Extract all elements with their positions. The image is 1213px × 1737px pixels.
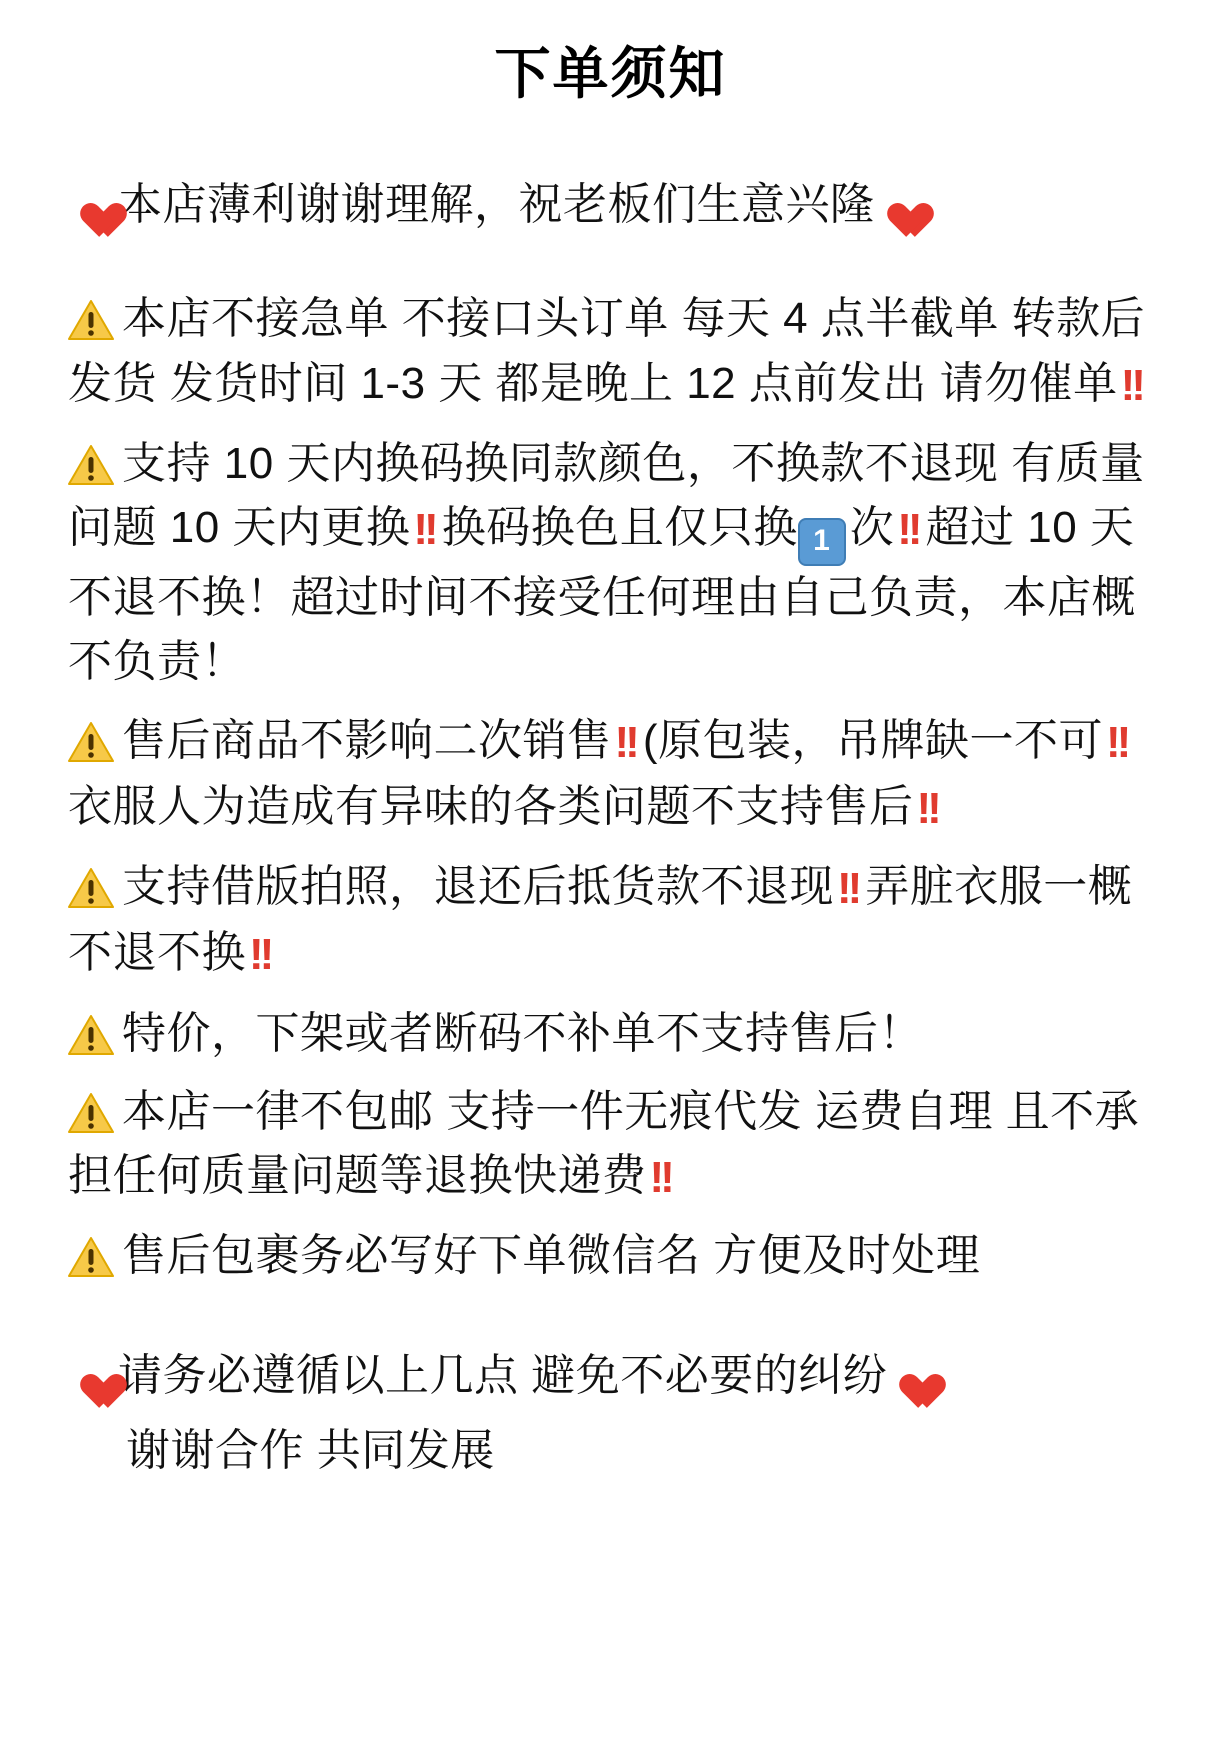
notice-item-1 <box>68 287 1153 417</box>
footer-line-1 <box>68 1344 1153 1408</box>
keycap-one-icon: 1 <box>798 518 846 566</box>
notice-text-3c: 衣服人为造成有异味的各类问题不支持售后 <box>68 781 914 831</box>
double-exclamation-icon: !! <box>1105 717 1128 767</box>
notice-item-2 <box>68 432 1153 695</box>
heart-icon <box>891 1356 933 1396</box>
warning-icon <box>68 299 114 341</box>
double-exclamation-icon: !! <box>649 1153 671 1202</box>
warning-icon <box>68 1014 114 1056</box>
double-exclamation-icon: !! <box>837 864 859 914</box>
notice-text-7: 售后包裹务必写好下单微信名 方便及时处理 <box>122 1231 981 1281</box>
notice-item-5 <box>68 1002 1153 1066</box>
notice-text-1: 本店不接急单 不接口头订单 每天 4 点半截单 转款后发货 发货时间 1-3 天 都是晚上 12 点前发出 请勿催单 <box>68 294 1146 408</box>
warning-icon <box>68 1092 114 1134</box>
heart-icon <box>72 185 114 225</box>
lead-paragraph <box>68 173 1153 237</box>
notice-item-7 <box>68 1224 1153 1288</box>
warning-icon <box>68 867 114 909</box>
notice-text-2b: 换码换色且仅只换 <box>441 503 798 553</box>
notice-item-6 <box>68 1080 1153 1210</box>
notice-text-4a: 支持借版拍照，退还后抵货款不退现 <box>122 862 834 912</box>
double-exclamation-icon: !! <box>614 717 636 767</box>
footer-text-1: 请务必遵循以上几点 避免不必要的纠纷 <box>118 1351 888 1401</box>
heart-icon <box>879 185 921 225</box>
warning-icon <box>68 444 114 486</box>
notice-text-2d: 超过 10 天不退不换！超过时间不接受任何理由自己负责，本店概不负责！ <box>68 503 1136 687</box>
double-exclamation-icon: !! <box>413 505 435 555</box>
notice-text-3a: 售后商品不影响二次销售 <box>122 715 612 765</box>
notice-text-5: 特价，下架或者断码不补单不支持售后！ <box>122 1008 923 1058</box>
footer-text-2: 谢谢合作 共同发展 <box>126 1425 495 1475</box>
warning-icon <box>68 721 114 763</box>
footer-line-2 <box>68 1419 1153 1483</box>
warning-icon <box>68 1236 114 1278</box>
notice-item-3 <box>68 709 1153 841</box>
double-exclamation-icon: !! <box>249 930 271 980</box>
notice-body <box>68 173 1153 1288</box>
double-exclamation-icon: !! <box>897 505 919 555</box>
notice-text-2a: 支持 10 天内换码换同款颜色，不换款不退现 有质量问题 10 天内更换 <box>68 438 1145 553</box>
page-title: 下单须知 <box>494 42 727 105</box>
notice-text-3b: (原包装，吊牌缺一不可 <box>642 715 1103 765</box>
footer-block <box>68 1344 1153 1482</box>
double-exclamation-icon: !! <box>1120 360 1142 410</box>
lead-text: 本店薄利谢谢理解，祝老板们生意兴隆 <box>118 180 875 230</box>
notice-text-6: 本店一律不包邮 支持一件无痕代发 运费自理 且不承担任何质量问题等退换快递费 <box>68 1086 1140 1200</box>
notice-text-4b: 弄脏衣服一概不退不换 <box>68 862 1133 978</box>
notice-text-2c: 次 <box>849 503 895 553</box>
notice-item-4 <box>68 855 1153 987</box>
heart-icon <box>72 1356 114 1396</box>
double-exclamation-icon: !! <box>916 783 938 833</box>
